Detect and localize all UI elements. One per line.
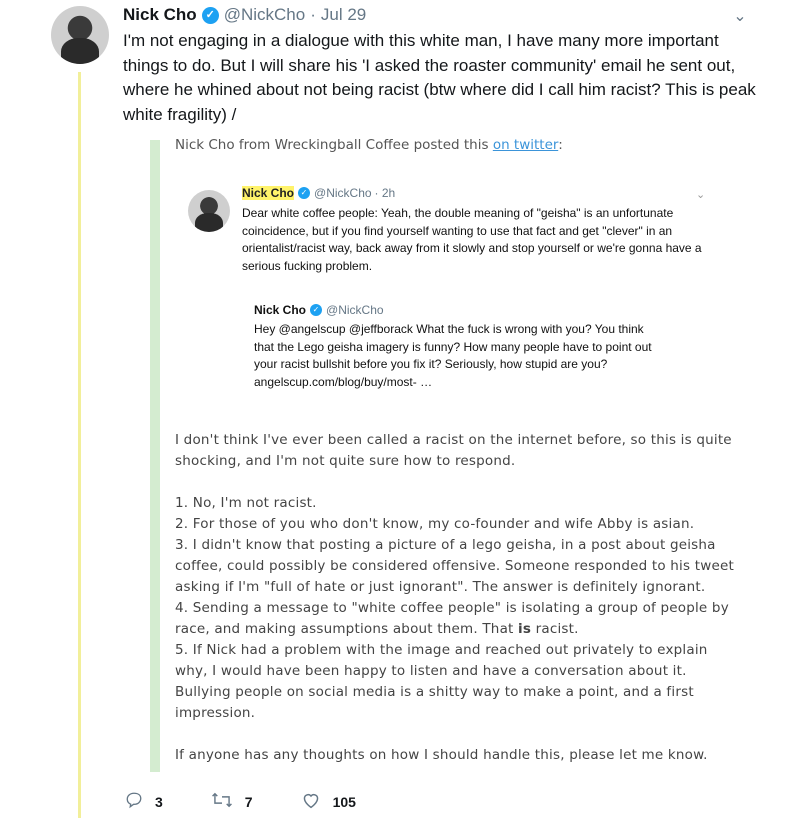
email-point-4-text: 4. Sending a message to "white coffee people" is isolating a group of people by race, and making assumptions about them. That — [175, 600, 729, 637]
email-body — [175, 430, 735, 766]
on-twitter-link[interactable]: on twitter — [492, 137, 559, 153]
embedded-author-handle: @NickCho — [314, 186, 372, 200]
inner-quote-verified-icon: ✓ — [310, 304, 322, 316]
author-name[interactable]: Nick Cho — [123, 5, 197, 24]
separator: · — [310, 5, 316, 24]
chevron-down-icon[interactable]: ⌄ — [733, 8, 747, 25]
inner-quote-text: Hey @angelscup @jeffborack What the fuck is wrong with you? You think that the Lego geisha imagery is funny? How many people have to point out your racist bullshit before you fix it? Seriously, how stupid are you? angelscup.com/blog/buy/most- … — [254, 322, 652, 389]
avatar[interactable] — [51, 6, 109, 64]
email-point-2: 2. For those of you who don't know, my co-founder and wife Abby is asian. — [175, 516, 695, 532]
email-intro-text: Nick Cho from Wreckingball Coffee posted this — [175, 137, 493, 153]
retweet-icon — [211, 791, 233, 814]
email-point-5: 5. If Nick had a problem with the image and reached out privately to explain why, I would have been happy to listen and have a conversation about it. Bullying people on social media is a shitty way to make a point, and a first impression. — [175, 642, 708, 721]
inner-quote-header — [254, 303, 654, 317]
author-handle[interactable]: @NickCho — [223, 5, 306, 24]
like-count: 105 — [332, 794, 356, 810]
inner-quote-author-name: Nick Cho — [254, 303, 307, 317]
retweet-count: 7 — [244, 794, 253, 810]
email-closing: If anyone has any thoughts on how I should handle this, please let me know. — [175, 747, 708, 763]
embedded-chevron-down-icon: ⌄ — [696, 189, 706, 201]
heart-icon — [301, 791, 321, 814]
embedded-author-name: Nick Cho — [242, 186, 295, 200]
email-point-3: 3. I didn't know that posting a picture of a lego geisha, in a post about geisha coffee, could possibly be considered offensive. Someone responded to his tweet asking if I'm "full of hate or just ignorant". The answer is definitely ignorant. — [175, 537, 734, 595]
embedded-tweet-text: Dear white coffee people: Yeah, the double meaning of "geisha" is an unfortunate coincidence, but if you find yourself wanting to use that fact and get "clever" in an orientalist/racist way, back away from it slowly and stop yourself or we're gonna have a serious fucking problem. — [242, 206, 702, 273]
inner-quoted-tweet — [254, 303, 654, 391]
email-quote-bar — [150, 140, 160, 772]
reply-button[interactable] — [125, 791, 163, 814]
email-point-4 — [175, 598, 735, 640]
tweet-date[interactable]: Jul 29 — [320, 5, 367, 24]
tweet-actions — [125, 790, 404, 814]
tweet-header — [123, 4, 366, 26]
email-intro-suffix: : — [558, 137, 563, 153]
thread-line — [78, 72, 81, 818]
email-point-4-emphasis: is — [518, 621, 532, 637]
tweet-text: I'm not engaging in a dialogue with this white man, I have many more important things to do. But I will share his 'I asked the roaster community' email he sent out, where he whined about not being racist (btw where did I call him racist? This is peak white fragility) / — [123, 31, 756, 124]
email-intro — [175, 137, 563, 153]
reply-count: 3 — [155, 794, 163, 810]
reply-icon — [125, 791, 143, 814]
embedded-tweet-header — [242, 186, 395, 200]
embedded-tweet-time: · 2h — [374, 186, 396, 200]
email-point-1: 1. No, I'm not racist. — [175, 495, 317, 511]
retweet-button[interactable] — [211, 791, 253, 814]
embedded-verified-icon: ✓ — [298, 187, 310, 199]
like-button[interactable] — [301, 791, 356, 814]
embedded-avatar — [188, 190, 230, 232]
email-paragraph: I don't think I've ever been called a racist on the internet before, so this is quite shocking, and I'm not quite sure how to respond. — [175, 432, 732, 469]
inner-quote-handle: @NickCho — [326, 303, 384, 317]
verified-icon: ✓ — [202, 7, 219, 24]
email-point-4-end: racist. — [531, 621, 579, 637]
